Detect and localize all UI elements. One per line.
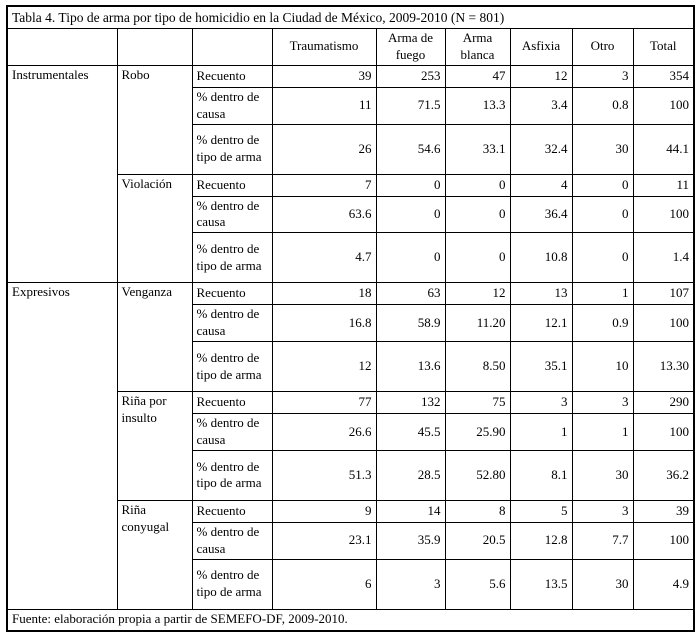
value-cell: 71.5: [376, 87, 445, 124]
empty-header-cell: [7, 29, 117, 66]
value-cell: 0: [445, 196, 510, 233]
cause-label-violacion: Violación: [117, 174, 192, 283]
row-label: % dentro de tipo de arma: [192, 450, 272, 500]
value-cell: 100: [633, 414, 694, 451]
row-label: % dentro de causa: [192, 305, 272, 342]
value-cell: 6: [272, 559, 376, 609]
value-cell: 0: [376, 233, 445, 283]
col-header-arma-blanca: Arma blanca: [445, 29, 510, 66]
group-label-instrumentales: Instrumentales: [7, 65, 117, 283]
value-cell: 45.5: [376, 414, 445, 451]
value-cell: 16.8: [272, 305, 376, 342]
value-cell: 39: [633, 500, 694, 522]
value-cell: 9: [272, 500, 376, 522]
value-cell: 0: [572, 174, 633, 196]
value-cell: 4: [510, 174, 572, 196]
row-label: % dentro de tipo de arma: [192, 342, 272, 392]
cause-label-rina-por-insulto: Riña por insulto: [117, 392, 192, 501]
value-cell: 0: [445, 233, 510, 283]
value-cell: 52.80: [445, 450, 510, 500]
value-cell: 32.4: [510, 124, 572, 174]
value-cell: 1.4: [633, 233, 694, 283]
value-cell: 33.1: [445, 124, 510, 174]
empty-header-cell: [117, 29, 192, 66]
row-label: % dentro de causa: [192, 522, 272, 559]
value-cell: 0.9: [572, 305, 633, 342]
table-title: Tabla 4. Tipo de arma por tipo de homicidio en la Ciudad de México, 2009-2010 (N = 801): [7, 6, 694, 29]
value-cell: 3: [572, 500, 633, 522]
value-cell: 5.6: [445, 559, 510, 609]
table-row: [7, 283, 694, 305]
value-cell: 10.8: [510, 233, 572, 283]
value-cell: 0: [376, 196, 445, 233]
value-cell: 77: [272, 392, 376, 414]
value-cell: 30: [572, 124, 633, 174]
row-label: % dentro de tipo de arma: [192, 559, 272, 609]
column-header-row: [7, 29, 694, 66]
row-label: % dentro de tipo de arma: [192, 233, 272, 283]
cause-label-robo: Robo: [117, 65, 192, 174]
value-cell: 8.50: [445, 342, 510, 392]
value-cell: 18: [272, 283, 376, 305]
value-cell: 132: [376, 392, 445, 414]
value-cell: 12.8: [510, 522, 572, 559]
value-cell: 5: [510, 500, 572, 522]
col-header-total: Total: [633, 29, 694, 66]
value-cell: 25.90: [445, 414, 510, 451]
value-cell: 44.1: [633, 124, 694, 174]
value-cell: 12: [272, 342, 376, 392]
value-cell: 7.7: [572, 522, 633, 559]
table-title-row: [7, 6, 694, 29]
value-cell: 13: [510, 283, 572, 305]
value-cell: 36.2: [633, 450, 694, 500]
row-label: % dentro de causa: [192, 87, 272, 124]
cause-label-rina-conyugal: Riña conyugal: [117, 500, 192, 609]
value-cell: 100: [633, 305, 694, 342]
value-cell: 3: [572, 65, 633, 87]
value-cell: 63: [376, 283, 445, 305]
value-cell: 13.3: [445, 87, 510, 124]
value-cell: 0: [572, 196, 633, 233]
group-label-expresivos: Expresivos: [7, 283, 117, 609]
value-cell: 7: [272, 174, 376, 196]
row-label: Recuento: [192, 283, 272, 305]
value-cell: 0: [572, 233, 633, 283]
value-cell: 35.9: [376, 522, 445, 559]
value-cell: 30: [572, 559, 633, 609]
empty-header-cell: [192, 29, 272, 66]
value-cell: 0: [445, 174, 510, 196]
cause-label-venganza: Venganza: [117, 283, 192, 392]
value-cell: 13.5: [510, 559, 572, 609]
row-label: Recuento: [192, 174, 272, 196]
value-cell: 58.9: [376, 305, 445, 342]
value-cell: 63.6: [272, 196, 376, 233]
value-cell: 0: [376, 174, 445, 196]
value-cell: 47: [445, 65, 510, 87]
value-cell: 3.4: [510, 87, 572, 124]
value-cell: 39: [272, 65, 376, 87]
value-cell: 8: [445, 500, 510, 522]
value-cell: 26: [272, 124, 376, 174]
value-cell: 1: [572, 283, 633, 305]
row-label: Recuento: [192, 65, 272, 87]
value-cell: 107: [633, 283, 694, 305]
value-cell: 4.9: [633, 559, 694, 609]
value-cell: 36.4: [510, 196, 572, 233]
value-cell: 3: [376, 559, 445, 609]
table-row: [7, 65, 694, 87]
value-cell: 290: [633, 392, 694, 414]
value-cell: 100: [633, 196, 694, 233]
value-cell: 8.1: [510, 450, 572, 500]
value-cell: 20.5: [445, 522, 510, 559]
value-cell: 26.6: [272, 414, 376, 451]
value-cell: 4.7: [272, 233, 376, 283]
value-cell: 100: [633, 522, 694, 559]
value-cell: 13.6: [376, 342, 445, 392]
value-cell: 1: [572, 414, 633, 451]
value-cell: 12.1: [510, 305, 572, 342]
value-cell: 3: [572, 392, 633, 414]
value-cell: 23.1: [272, 522, 376, 559]
value-cell: 14: [376, 500, 445, 522]
table-footer-row: [7, 609, 694, 631]
value-cell: 51.3: [272, 450, 376, 500]
value-cell: 28.5: [376, 450, 445, 500]
value-cell: 253: [376, 65, 445, 87]
row-label: Recuento: [192, 392, 272, 414]
row-label: % dentro de causa: [192, 414, 272, 451]
col-header-arma-de-fuego: Arma de fuego: [376, 29, 445, 66]
value-cell: 12: [445, 283, 510, 305]
value-cell: 10: [572, 342, 633, 392]
value-cell: 100: [633, 87, 694, 124]
value-cell: 12: [510, 65, 572, 87]
table-source: Fuente: elaboración propia a partir de SEMEFO-DF, 2009-2010.: [7, 609, 694, 631]
value-cell: 54.6: [376, 124, 445, 174]
value-cell: 11.20: [445, 305, 510, 342]
homicide-weapon-table: [6, 5, 695, 632]
value-cell: 354: [633, 65, 694, 87]
value-cell: 75: [445, 392, 510, 414]
value-cell: 11: [272, 87, 376, 124]
value-cell: 1: [510, 414, 572, 451]
row-label: % dentro de causa: [192, 196, 272, 233]
value-cell: 30: [572, 450, 633, 500]
value-cell: 3: [510, 392, 572, 414]
value-cell: 35.1: [510, 342, 572, 392]
value-cell: 11: [633, 174, 694, 196]
value-cell: 13.30: [633, 342, 694, 392]
value-cell: 0.8: [572, 87, 633, 124]
col-header-traumatismo: Traumatismo: [272, 29, 376, 66]
col-header-otro: Otro: [572, 29, 633, 66]
row-label: Recuento: [192, 500, 272, 522]
col-header-asfixia: Asfixia: [510, 29, 572, 66]
row-label: % dentro de tipo de arma: [192, 124, 272, 174]
